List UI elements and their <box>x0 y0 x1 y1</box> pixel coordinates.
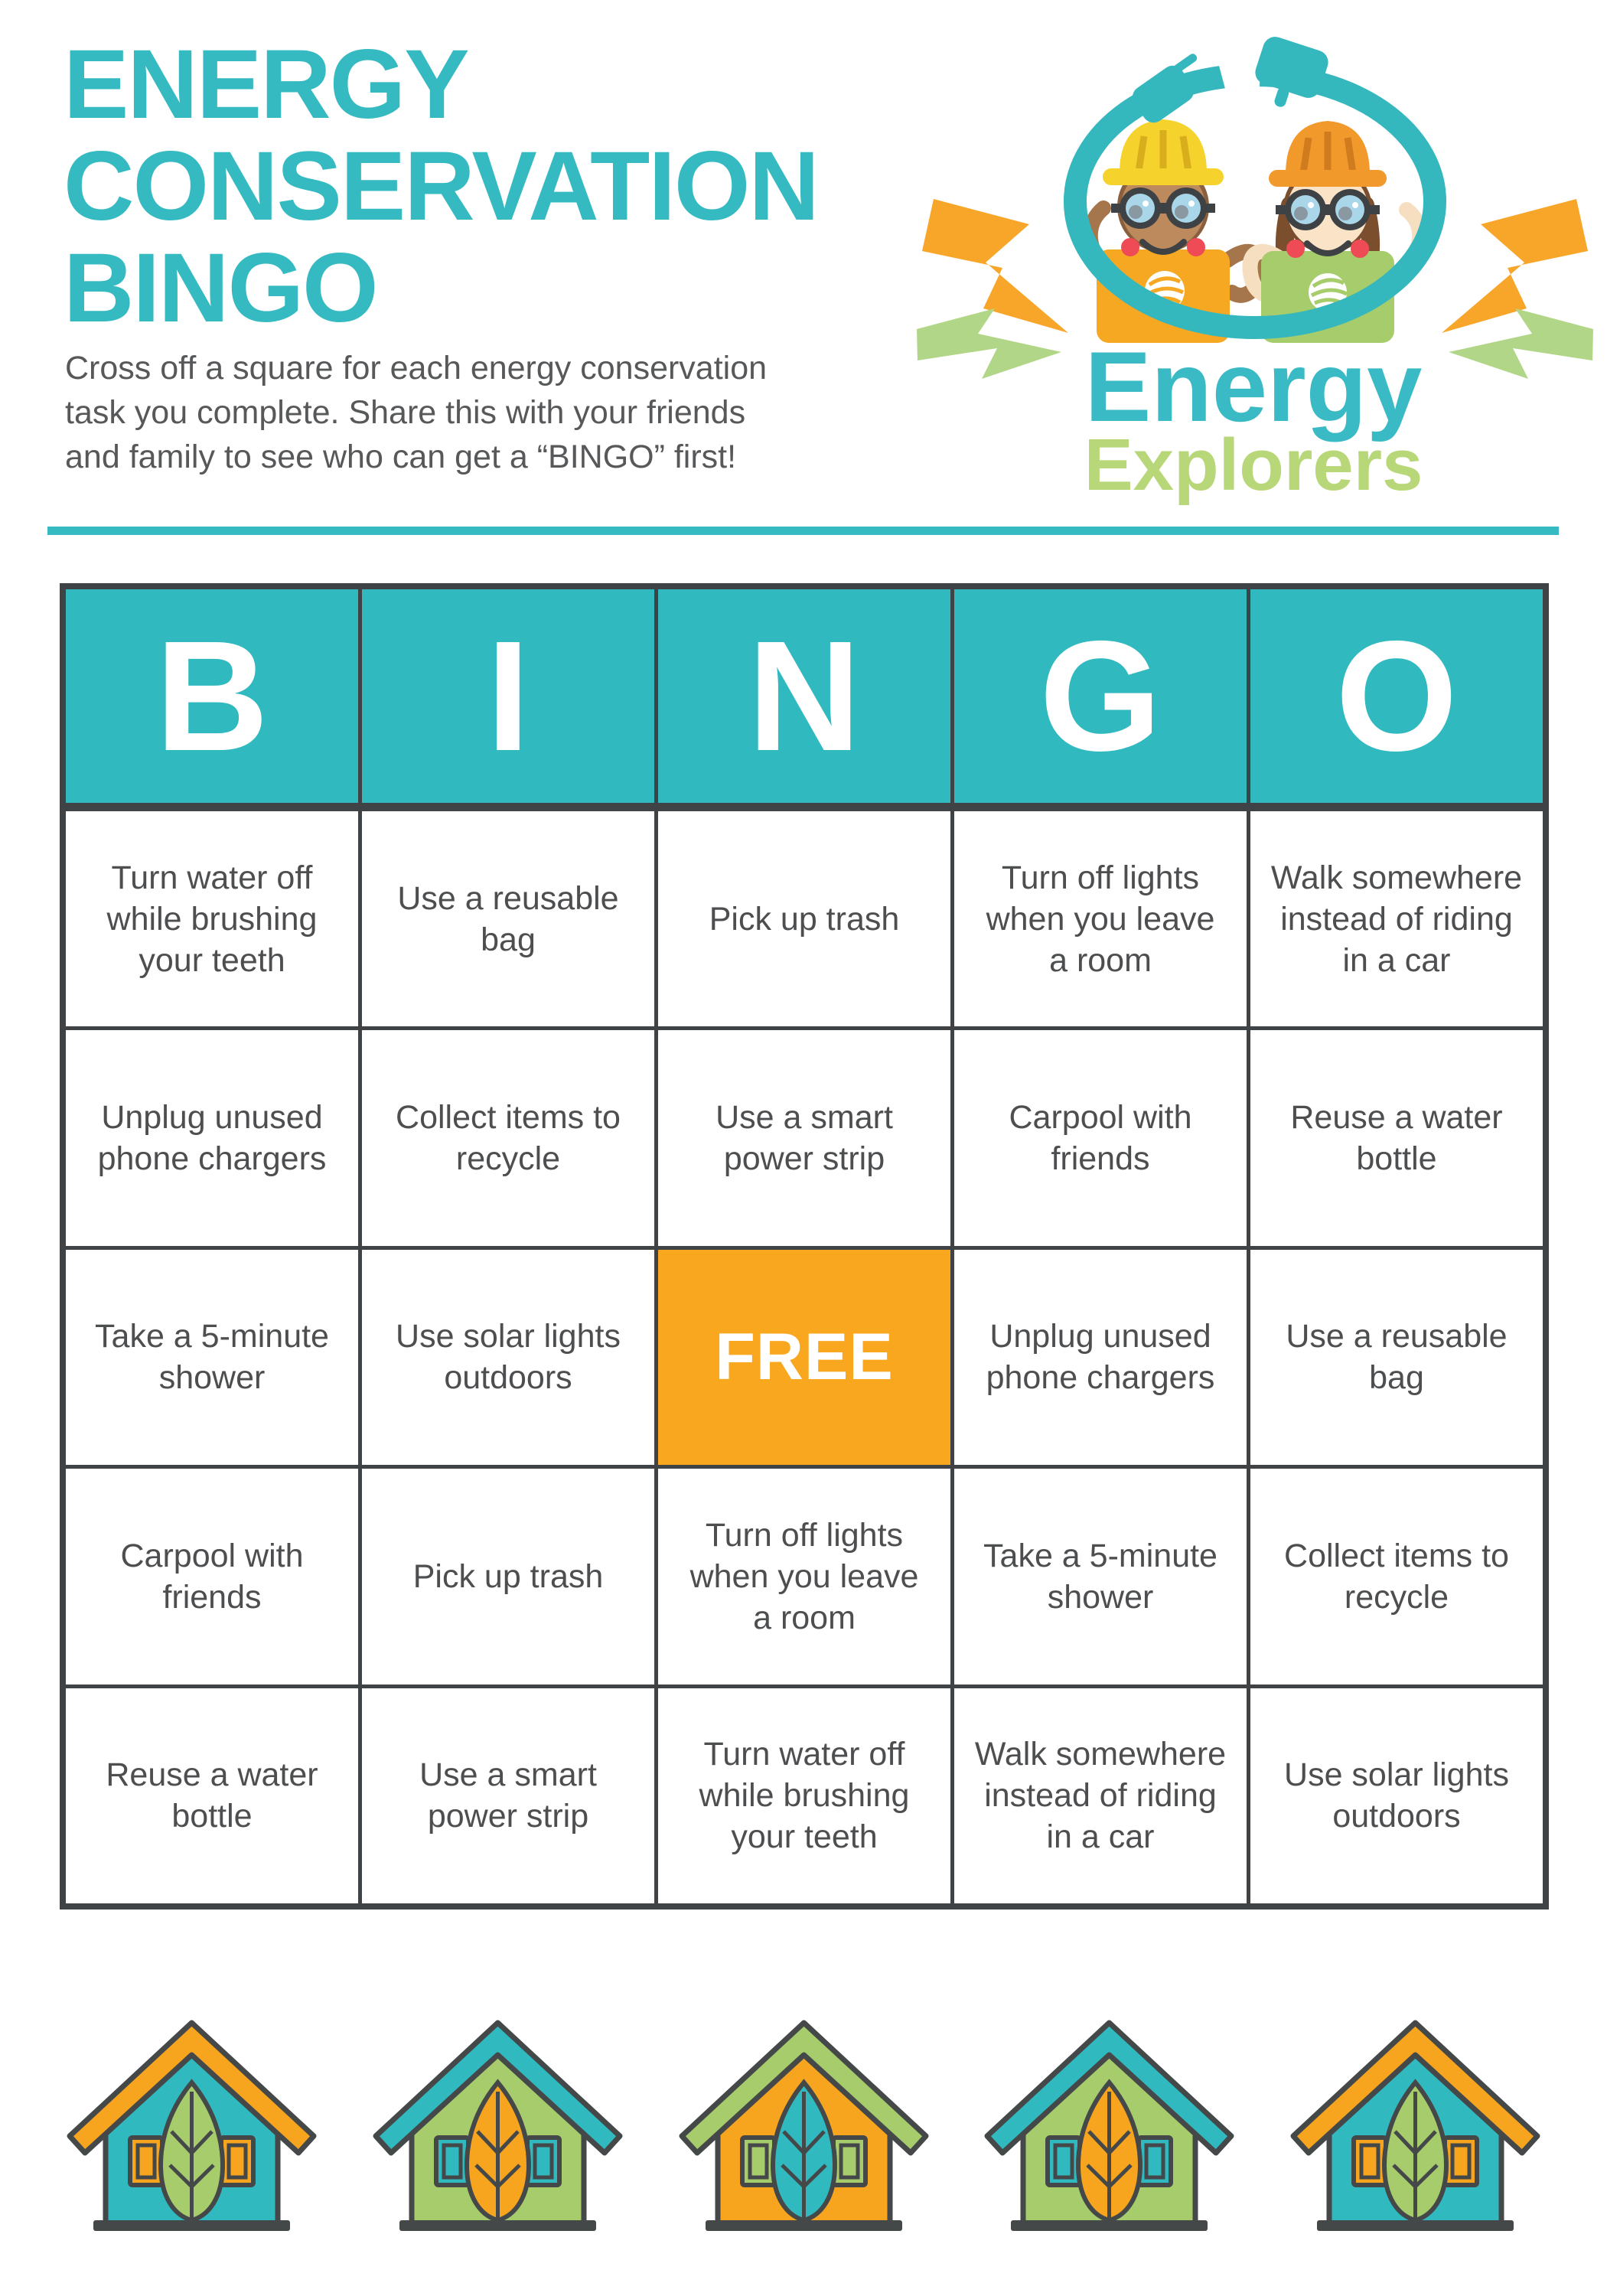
bingo-cell-2-2[interactable]: Collect items to recycle <box>362 1030 654 1245</box>
houses-row <box>60 2011 1547 2241</box>
bingo-free-cell[interactable]: FREE <box>658 1250 950 1465</box>
divider-rule <box>47 527 1559 535</box>
instructions-line-2: task you complete. Share this with your friends <box>65 394 746 431</box>
logo-explorers-text: Explorers <box>1084 424 1423 506</box>
lightning-bolt-orange-left-icon <box>922 199 1068 333</box>
eco-house-icon <box>977 2015 1241 2241</box>
bingo-cell-2-5[interactable]: Reuse a water bottle <box>1250 1030 1543 1245</box>
bingo-cell-5-3[interactable]: Turn water off while brushing your teeth <box>658 1688 950 1903</box>
bingo-cell-3-4[interactable]: Unplug unused phone chargers <box>954 1250 1247 1465</box>
bingo-board <box>60 583 1549 1910</box>
page-title-line-2: CONSERVATION <box>64 132 818 241</box>
eco-house-icon <box>672 2015 936 2241</box>
eco-house-icon <box>366 2015 630 2241</box>
page-title-line-3: BINGO <box>64 233 377 343</box>
instructions-text <box>65 346 945 479</box>
instructions-line-3: and family to see who can get a “BINGO” first! <box>65 439 737 475</box>
instructions-line-1: Cross off a square for each energy conservation <box>65 350 768 386</box>
eco-house-icon <box>60 2015 324 2241</box>
bingo-cell-4-2[interactable]: Pick up trash <box>362 1469 654 1684</box>
bingo-header-n: N <box>658 589 950 807</box>
bingo-cell-4-5[interactable]: Collect items to recycle <box>1250 1469 1543 1684</box>
bingo-cell-4-1[interactable]: Carpool with friends <box>66 1469 358 1684</box>
bingo-cell-3-1[interactable]: Take a 5-minute shower <box>66 1250 358 1465</box>
bingo-cell-2-1[interactable]: Unplug unused phone chargers <box>66 1030 358 1245</box>
logo-energy-text: Energy <box>1084 331 1423 442</box>
page-title-line-1: ENERGY <box>64 30 468 139</box>
bingo-header-g: G <box>954 589 1247 807</box>
bingo-cell-3-5[interactable]: Use a reusable bag <box>1250 1250 1543 1465</box>
bingo-cell-1-3[interactable]: Pick up trash <box>658 811 950 1026</box>
bingo-cell-3-2[interactable]: Use solar lights outdoors <box>362 1250 654 1465</box>
bingo-cell-5-1[interactable]: Reuse a water bottle <box>66 1688 358 1903</box>
bingo-cell-1-1[interactable]: Turn water off while brushing your teeth <box>66 811 358 1026</box>
bingo-cell-5-5[interactable]: Use solar lights outdoors <box>1250 1688 1543 1903</box>
bingo-header-o: O <box>1250 589 1543 807</box>
bingo-cell-4-3[interactable]: Turn off lights when you leave a room <box>658 1469 950 1684</box>
bingo-cell-5-4[interactable]: Walk somewhere instead of riding in a car <box>954 1688 1247 1903</box>
bingo-cell-1-5[interactable]: Walk somewhere instead of riding in a car <box>1250 811 1543 1026</box>
bingo-cell-2-3[interactable]: Use a smart power strip <box>658 1030 950 1245</box>
bingo-cell-5-2[interactable]: Use a smart power strip <box>362 1688 654 1903</box>
eco-house-icon <box>1283 2015 1547 2241</box>
bingo-header-i: I <box>362 589 654 807</box>
bingo-cell-1-2[interactable]: Use a reusable bag <box>362 811 654 1026</box>
bingo-header-b: B <box>66 589 358 807</box>
bingo-cell-2-4[interactable]: Carpool with friends <box>954 1030 1247 1245</box>
energy-explorers-logo <box>911 21 1599 530</box>
bingo-cell-1-4[interactable]: Turn off lights when you leave a room <box>954 811 1247 1026</box>
page-title <box>64 30 944 343</box>
bingo-cell-4-4[interactable]: Take a 5-minute shower <box>954 1469 1247 1684</box>
lightning-bolt-orange-right-icon <box>1442 199 1588 333</box>
